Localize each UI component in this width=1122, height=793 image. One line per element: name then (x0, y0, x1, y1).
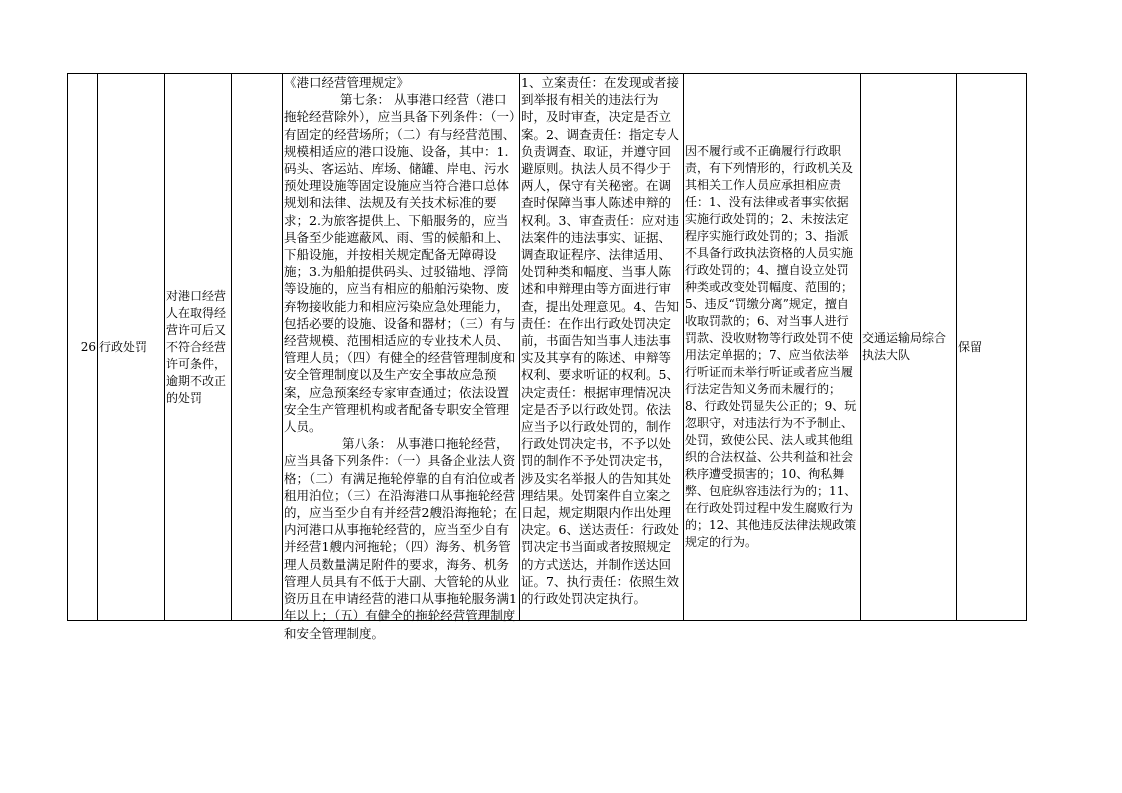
article-7-text: 从事港口经营（港口拖轮经营除外），应当具备下列条件：（一）有固定的经营场所；（二）有与经营范围、规模相适应的港口设施、设备，其中：1.码头、客运站、库场、储罐、岸电、污水预处理设施等固定设施应当符合港口总体规划和法律、法规及有关技术标准的要求；2.为旅客提供上、下船服务的，应当具备至少能遮蔽风、雨、雪的候船和上、下船设施，并按相关规定配备无障碍设施；3.为船舶提供码头、过驳锚地、浮筒等设施的，应当有相应的船舶污染物、废弃物接收能力和相应污染应急处理能力，包括必要的设施、设备和器材；（三）有与经营规模、范围相适应的专业技术人员、管理人员；（四）有健全的经营管理制度和安全管理制度以及生产安全事故应急预案，应急预案经专家审查通过；依法设置安全生产管理机构或者配备专职安全管理人员。 (284, 92, 516, 435)
power-list-table (67, 73, 1027, 641)
row-number: 26 (68, 74, 98, 621)
article-7 (284, 91, 518, 435)
power-item-name: 对港口经营人在取得经营许可后又不符合经营许可条件，逾期不改正的处罚 (165, 74, 232, 621)
department-cell: 交通运输局综合执法大队 (861, 74, 957, 621)
liability-cell: 因不履行或不正确履行行政职责，有下列情形的，行政机关及其相关工作人员应承担相应责任：1、没有法律或者事实依据实施行政处罚的；2、未按法定程序实施行政处罚的；3、指派不具备行政执法资格的人员实施行政处罚的；4、擅自设立处罚种类或改变处罚幅度、范围的；5、违反“罚缴分离”规定，擅自收取罚款的；6、对当事人进行罚款、没收财物等行政处罚不使用法定单据的；7、应当依法举行听证而未举行听证或者应当履行法定告知义务而未履行的；8、行政处罚显失公正的；9、玩忽职守，对违法行为不予制止、处罚，致使公民、法人或其他组织的合法权益、公共利益和社会秩序遭受损害的；10、徇私舞弊、包庇纵容违法行为的；11、在行政处罚过程中发生腐败行为的；12、其他违反法律法规政策规定的行为。 (684, 74, 861, 621)
note-cell: 保留 (957, 74, 1027, 621)
article-8 (284, 435, 518, 641)
basis-title: 《港口经营管理规定》 (284, 75, 410, 90)
legal-basis-cell (283, 74, 520, 641)
article-7-label: 第七条： (340, 92, 391, 108)
article-8-label: 第八条： (342, 436, 393, 452)
sub-item-cell (232, 74, 283, 621)
responsibility-text: 1、立案责任：在发现或者接到举报有相关的违法行为时，及时审查，决定是否立案。2、调查责任：指定专人负责调查、取证，并遵守回避原则。执法人员不得少于两人，保守有关秘密。在调查时保障当事人陈述申辩的权利。3、审查责任：应对违法案件的违法事实、证据、调查取证程序、法律适用、处罚种类和幅度、当事人陈述和申辩理由等方面进行审查，提出处理意见。4、告知责任：在作出行政处罚决定前，书面告知当事人违法事实及其享有的陈述、申辩等权利、要求听证的权利。5、决定责任：根据审理情况决定是否予以行政处罚。依法应当予以行政处罚的，制作行政处罚决定书，不予以处罚的制作不予处罚决定书，涉及实名举报人的告知其处理结果。处罚案件自立案之日起，规定期限内作出处理决定。6、送达责任：行政处罚决定书当面或者按照规定的方式送达，并制作送达回证。7、执行责任：依照生效的行政处罚决定执行。 (521, 75, 679, 607)
table-row (68, 74, 1027, 621)
power-type: 行政处罚 (98, 74, 165, 621)
article-8-text: 从事港口拖轮经营，应当具备下列条件：（一）具备企业法人资格；（二）有满足拖轮停靠的自有泊位或者租用泊位；（三）在沿海港口从事拖轮经营的，应当至少自有并经营2艘沿海拖轮；在内河港口从事拖轮经营的，应当至少自有并经营1艘内河拖轮；（四）海务、机务管理人员数量满足附件的要求，海务、机务管理人员具有不低于大副、大管轮的从业资历且在申请经营的港口从事拖轮服务满1年以上；（五）有健全的拖轮经营管理制度和安全管理制度。 (284, 436, 517, 641)
responsibility-cell (520, 74, 684, 621)
